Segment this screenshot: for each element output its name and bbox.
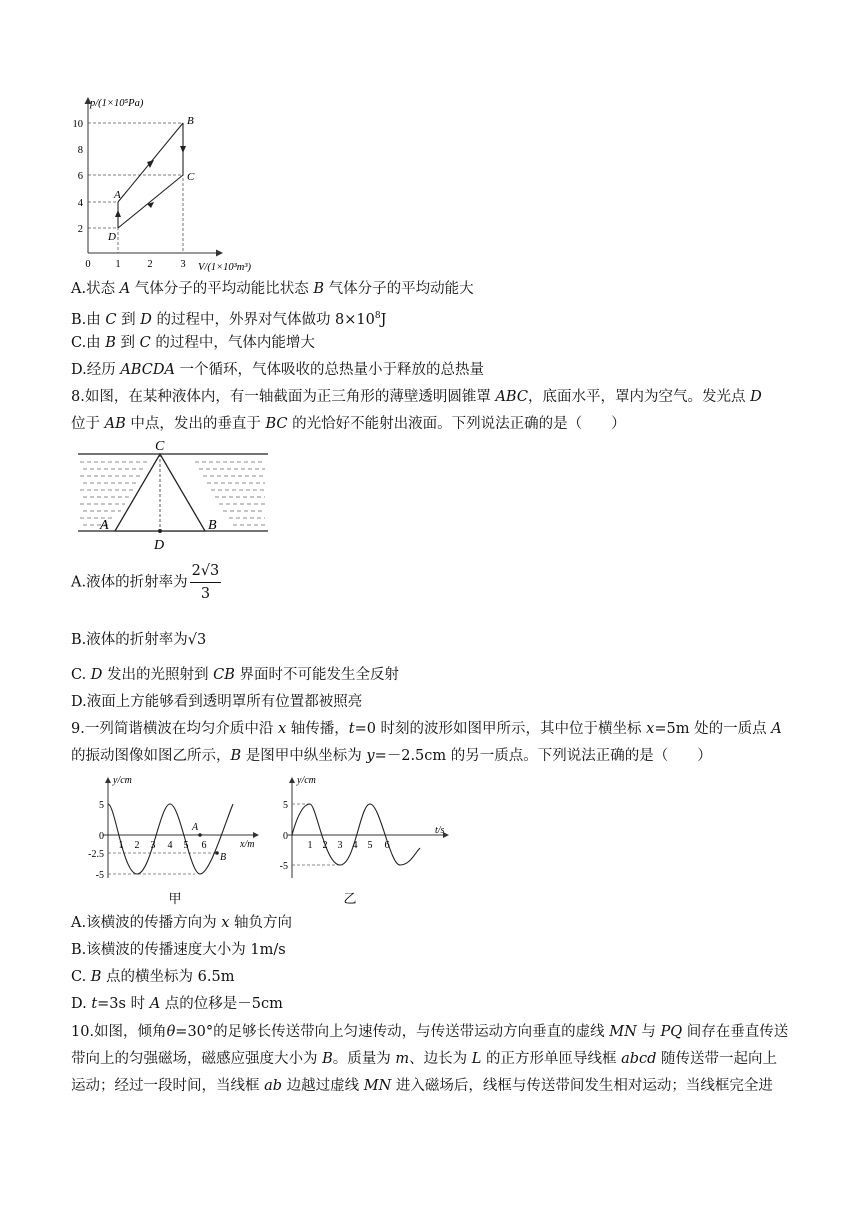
q9-option-b: B.该横波的传播速度大小为 1m/s	[71, 942, 286, 958]
pv-y-tick: 4	[77, 198, 83, 209]
pv-y-tick: 6	[77, 171, 83, 182]
jia-x-tick: 4	[167, 840, 173, 851]
pv-x-tick: 2	[147, 259, 153, 270]
jia-point-b	[215, 851, 219, 855]
pv-x-label: V/(1×10³m³)	[198, 262, 252, 273]
pv-y-label: p/(1×10⁵Pa)	[90, 98, 144, 109]
yi-x-tick: 4	[352, 840, 358, 851]
q9-stem-line2: 的振动图像如图乙所示，B 是图甲中纵坐标为 y=－2.5cm 的另一质点。下列说法正确的是（ ）	[71, 748, 712, 764]
pv-x-tick: 3	[180, 259, 186, 270]
jia-x-label: x/m	[240, 839, 255, 850]
pv-point-b: B	[187, 115, 194, 127]
jia-x-tick: 2	[134, 840, 140, 851]
yi-x-tick: 3	[337, 840, 343, 851]
jia-caption: 甲	[168, 891, 182, 906]
pv-point-c: C	[187, 171, 195, 183]
pv-graph	[70, 90, 270, 275]
q10-stem-line1: 10.如图，倾角θ=30°的足够长传送带向上匀速传动，与传送带运动方向垂直的虚线 MN 与 PQ 间存在垂直传送	[71, 1024, 789, 1040]
q9-option-c: C. B 点的横坐标为 6.5m	[71, 969, 235, 985]
arrow-ab	[147, 160, 154, 168]
q9-stem-line1: 9.一列简谐横波在均匀介质中沿 x 轴传播，t=0 时刻的波形如图甲所示，其中位于横坐标 x=5m 处的一质点 A	[71, 721, 782, 737]
arrow-bc	[180, 146, 186, 153]
pv-cycle	[118, 123, 183, 228]
yi-y-label: y/cm	[297, 775, 316, 786]
q7-option-b: B.由 C 到 D 的过程中，外界对气体做功 $8\times 10^8J$	[71, 311, 387, 328]
jia-wave-curve	[108, 804, 233, 874]
cone-label-b: B	[208, 518, 217, 533]
jia-x-tick: 1	[118, 840, 124, 851]
arrow-da	[115, 210, 121, 217]
q8-option-b: B.液体的折射率为√3	[71, 632, 207, 648]
q10-stem-line2: 带向上的匀强磁场，磁感应强度大小为 B。质量为 m、边长为 L 的正方形单匝导线框 abcd 随传送带一起向上	[71, 1051, 778, 1067]
pv-guides	[88, 123, 183, 253]
yi-x-tick: 2	[322, 840, 328, 851]
q8-option-a: A.液体的折射率为 $\frac{2√3}{3}$	[71, 560, 221, 606]
yi-y-tick: 5	[283, 800, 288, 811]
yi-x-tick: 1	[307, 840, 313, 851]
q9-option-a: A.该横波的传播方向为 x 轴负方向	[71, 915, 292, 931]
q9-option-d: D. t=3s 时 A 点的位移是－5cm	[71, 996, 283, 1012]
fraction-2sqrt3-over-3: $\frac{2√3}{3}$	[190, 560, 222, 605]
yi-x-tick: 6	[384, 840, 390, 851]
jia-label-a: A	[192, 822, 199, 833]
yi-y-tick: -5	[279, 861, 288, 872]
cone-figure	[75, 436, 270, 554]
jia-x-tick: 3	[150, 840, 156, 851]
q7-option-a: A.状态 A 气体分子的平均动能比状态 B 气体分子的平均动能大	[71, 281, 474, 297]
q8-option-c: C. D 发出的光照射到 CB 界面时不可能发生全反射	[71, 667, 400, 683]
yi-caption: 乙	[343, 891, 357, 906]
cone-label-c: C	[155, 439, 165, 454]
q7-option-c: C.由 B 到 C 的过程中，气体内能增大	[71, 335, 315, 351]
pv-y-tick: 8	[77, 145, 83, 156]
jia-label-b: B	[220, 852, 227, 863]
q8-stem-line1: 8.如图，在某种液体内，有一轴截面为正三角形的薄壁透明圆锥罩 ABC，底面水平，罩内为空气。发光点 D	[71, 389, 762, 405]
jia-y-tick: -5	[95, 870, 104, 881]
jia-point-a	[198, 833, 202, 837]
q10-stem-line3: 运动；经过一段时间，当线框 ab 边越过虚线 MN 进入磁场后，线框与传送带间发生相对运动；当线框完全进	[71, 1078, 773, 1094]
yi-x-tick: 5	[367, 840, 373, 851]
jia-x-tick: 5	[183, 840, 189, 851]
jia-y-tick: -2.5	[88, 849, 104, 860]
pv-y-tick: 2	[77, 224, 83, 235]
vibration-graph-yi	[270, 773, 460, 908]
cone-label-a: A	[100, 518, 109, 533]
yi-y-tick: 0	[283, 831, 288, 842]
pv-point-a: A	[114, 189, 121, 201]
yi-x-label: t/s	[435, 825, 445, 836]
wave-graph-jia	[75, 773, 270, 908]
jia-y-tick: 0	[99, 831, 104, 842]
jia-x-tick: 6	[201, 840, 207, 851]
jia-y-tick: 5	[99, 800, 104, 811]
pv-x-tick: 1	[115, 259, 121, 270]
jia-y-label: y/cm	[113, 775, 132, 786]
pv-point-d: D	[108, 231, 116, 243]
pv-y-tick: 10	[72, 119, 83, 130]
pv-x-tick: 0	[85, 259, 91, 270]
point-d-dot	[158, 529, 162, 533]
cone-label-d: D	[154, 538, 165, 553]
q8-stem-line2: 位于 AB 中点，发出的垂直于 BC 的光恰好不能射出液面。下列说法正确的是（ ）	[71, 416, 626, 432]
q7-option-d: D.经历 ABCDA 一个循环，气体吸收的总热量小于释放的总热量	[71, 362, 485, 378]
q8-option-d: D.液面上方能够看到透明罩所有位置都被照亮	[71, 694, 363, 710]
